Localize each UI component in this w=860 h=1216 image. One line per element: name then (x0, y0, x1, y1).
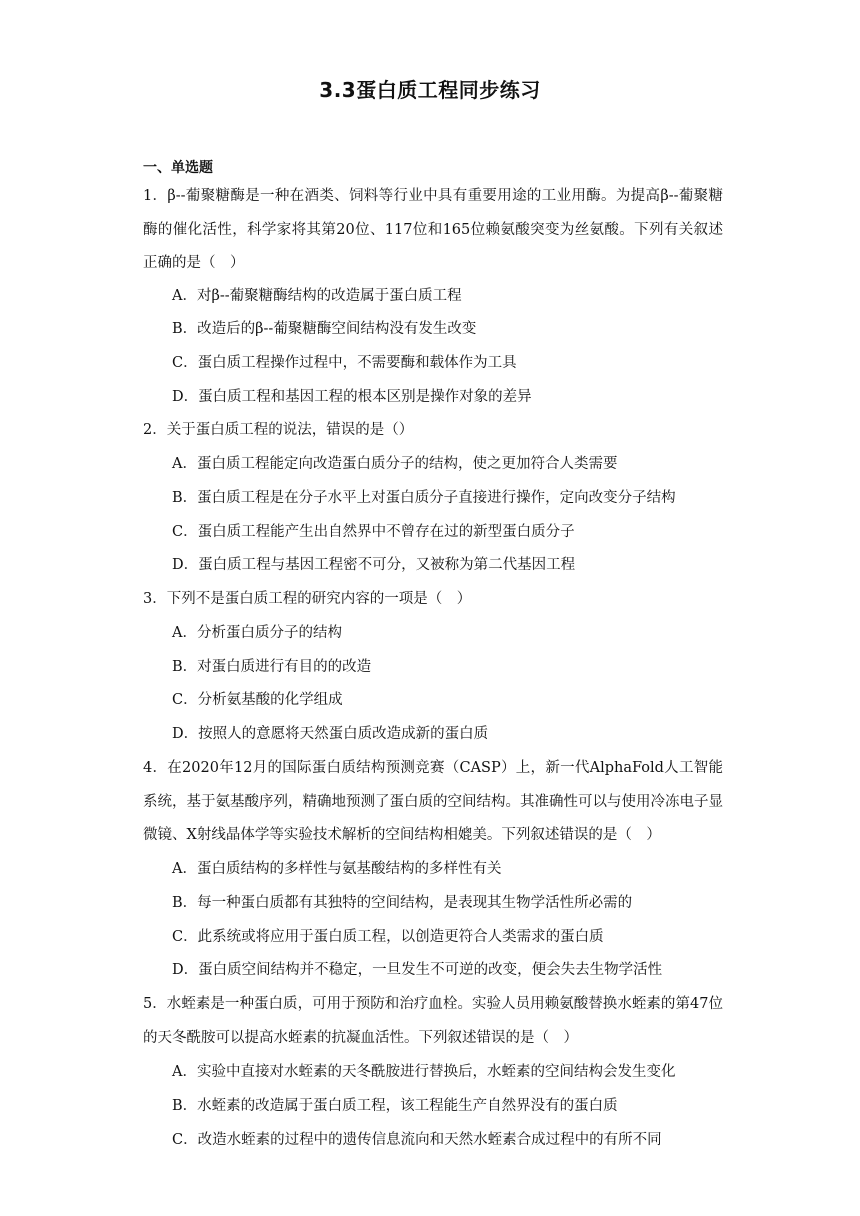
question-1-option-a: A．对β--葡聚糖酶结构的改造属于蛋白质工程 (172, 288, 462, 304)
question-4-option-b: B．每一种蛋白质都有其独特的空间结构，是表现其生物学活性所必需的 (172, 895, 633, 911)
question-4-option-a: A．蛋白质结构的多样性与氨基酸结构的多样性有关 (172, 861, 502, 877)
question-1-option-d: D．蛋白质工程和基因工程的根本区别是操作对象的差异 (172, 389, 532, 405)
question-2-stem: 2．关于蛋白质工程的说法，错误的是（） (143, 422, 414, 438)
question-5-option-b: B．水蛭素的改造属于蛋白质工程，该工程能生产自然界没有的蛋白质 (172, 1098, 618, 1114)
question-5-option-c: C．改造水蛭素的过程中的遗传信息流向和天然水蛭素合成过程中的有所不同 (172, 1132, 662, 1148)
question-3-option-a: A．分析蛋白质分子的结构 (172, 625, 342, 641)
question-2-option-d: D．蛋白质工程与基因工程密不可分，又被称为第二代基因工程 (172, 557, 576, 573)
question-5-stem: 5．水蛭素是一种蛋白质，可用于预防和治疗血栓。实验人员用赖氨酸替换水蛭素的第47位的天冬酰胺可以提高水蛭素的抗凝血活性。下列叙述错误的是（ ） (143, 996, 723, 1046)
question-3-option-c: C．分析氨基酸的化学组成 (172, 692, 343, 708)
question-3-option-b: B．对蛋白质进行有目的的改造 (172, 659, 372, 675)
question-1-option-c: C．蛋白质工程操作过程中，不需要酶和载体作为工具 (172, 355, 517, 371)
document-title: 3.3蛋白质工程同步练习 (319, 78, 541, 102)
question-1-option-b: B．改造后的β--葡聚糖酶空间结构没有发生改变 (172, 321, 477, 337)
question-1-stem: 1．β--葡聚糖酶是一种在酒类、饲料等行业中具有重要用途的工业用酶。为提高β--葡聚糖酶的催化活性，科学家将其第20位、117位和165位赖氨酸突变为丝氨酸。下列有关叙述正确的是（ ） (143, 188, 723, 271)
question-3-stem: 3．下列不是蛋白质工程的研究内容的一项是（ ） (143, 591, 472, 607)
question-2-option-a: A．蛋白质工程能定向改造蛋白质分子的结构，使之更加符合人类需要 (172, 456, 618, 472)
question-5-option-a: A．实验中直接对水蛭素的天冬酰胺进行替换后，水蛭素的空间结构会发生变化 (172, 1064, 676, 1080)
question-4-option-c: C．此系统或将应用于蛋白质工程，以创造更符合人类需求的蛋白质 (172, 929, 604, 945)
question-4-stem: 4．在2020年12月的国际蛋白质结构预测竞赛（CASP）上，新一代AlphaFold人工智能系统，基于氨基酸序列，精确地预测了蛋白质的空间结构。其准确性可以与使用冷冻电子显微镜、X射线晶体学等实验技术解析的空间结构相媲美。下列叙述错误的是（ ） (143, 760, 723, 843)
question-4-option-d: D．蛋白质空间结构并不稳定，一旦发生不可逆的改变，便会失去生物学活性 (172, 962, 663, 978)
question-3-option-d: D．按照人的意愿将天然蛋白质改造成新的蛋白质 (172, 726, 489, 742)
question-2-option-b: B．蛋白质工程是在分子水平上对蛋白质分子直接进行操作，定向改变分子结构 (172, 490, 676, 506)
section-heading: 一、单选题 (143, 160, 213, 176)
question-2-option-c: C．蛋白质工程能产生出自然界中不曾存在过的新型蛋白质分子 (172, 524, 575, 540)
